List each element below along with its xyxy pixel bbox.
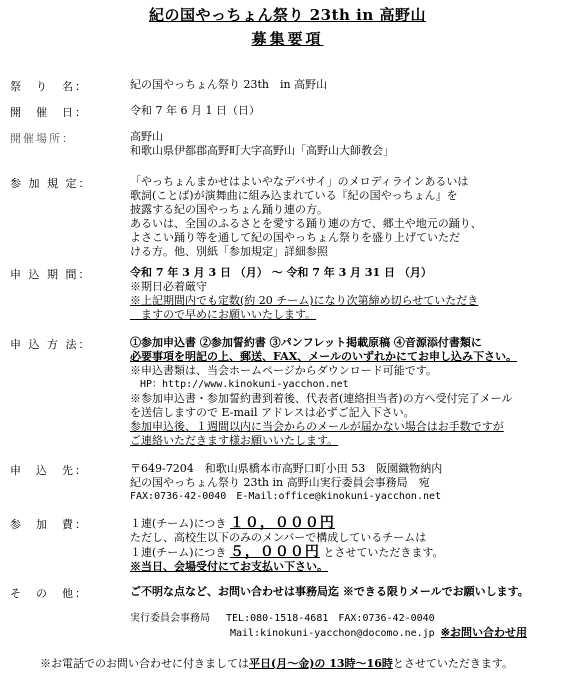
fee-line3-text: １連(チーム)につき: [130, 546, 227, 559]
period-main: 令和 7 年 3 月 3 日 （月） ～ 令和 7 年 3 月 31 日 （月）: [130, 266, 432, 279]
fee-line3-suffix: とさせていただきます。: [323, 546, 444, 559]
fee-line2: ただし、高校生以下のみのメンバーで構成しているチームは: [130, 531, 427, 544]
fee-amount: １０，０００円: [229, 515, 335, 531]
method-line: ※申込書類は、当会ホームページからダウンロード可能です。: [130, 364, 437, 377]
period-label: 申 込 期 間：: [10, 268, 92, 281]
method-line: を送信しますので E-mail アドレスは必ずご記入下さい。: [130, 406, 415, 419]
period-note: ※期日必着厳守: [130, 280, 207, 293]
venue-label: 開催場所：: [10, 132, 75, 145]
footer-text: ※お電話でのお問い合わせに付きましては: [40, 657, 249, 670]
rules-line: よさこい踊り等を通して紀の国やっちょん祭りを盛り上げていただ: [130, 231, 460, 244]
period-note: ※上記期間内でも定数(約 20 チーム)になり次第締め切らせていただき: [130, 294, 479, 307]
document-title: 紀の国やっちょん祭り 23th in 高野山: [149, 6, 426, 24]
rules-line: あるいは、全国のふるさとを愛する踊り連の方で、郷土や地元の踊り、: [130, 217, 482, 230]
festival-name-value: 紀の国やっちょん祭り 23th in 高野山: [130, 78, 328, 91]
rules-line: 披露する紀の国やっちょん踊り連の方。: [130, 203, 328, 216]
method-line: ①参加申込書 ②参加誓約書 ③パンフレット掲載原稿 ④音源添付書類に: [130, 336, 482, 349]
address-line: 〒649-7204 和歌山県橋本市高野口町小田 53 阪園織物納内: [130, 462, 443, 475]
contact-block: [130, 612, 560, 641]
period-note: ますので早めにお願いいたします。: [130, 308, 317, 321]
fee-amount-student: ５，０００円: [229, 544, 320, 560]
rules-label: 参 加 規 定：: [10, 177, 92, 190]
method-line-url: HP：http://www.kinokuni-yacchon.net: [130, 379, 349, 390]
method-line: 参加申込後、１週間以内に当会からのメールが届かない場合はお手数ですが: [130, 420, 504, 433]
other-value: ご不明な点など、お問い合わせは事務局迄 ※できる限りメールでお願いします。: [130, 585, 529, 598]
document-subtitle: 募集要項: [251, 30, 324, 48]
date-value: 令和 7 年 6 月 1 日（日）: [130, 104, 260, 117]
method-label: 申 込 方 法：: [10, 338, 92, 351]
contact-note: ※お問い合わせ用: [440, 626, 527, 639]
rules-line: ける方。他、別紙「参加規定」詳細参照: [130, 245, 328, 258]
fee-label: 参 加 費：: [10, 518, 88, 531]
other-label: そ の 他：: [10, 587, 88, 600]
venue-line: 高野山: [130, 130, 163, 143]
fee-line1-text: １連(チーム)につき: [130, 517, 227, 530]
footer-text-end: とさせていただきます。: [392, 657, 513, 670]
contact-line: 実行委員会事務局 TEL:080-1518-4681 FAX:0736-42-0040: [130, 613, 435, 624]
address-label: 申 込 先：: [10, 464, 88, 477]
rules-line: 歌詞(ことば)が演舞曲に組み込まれている『紀の国やっちょん』を: [130, 189, 458, 202]
date-label: 開 催 日：: [10, 106, 88, 119]
method-line: ※参加申込書・参加誓約書到着後、代表者(連絡担当者)の方へ受付完了メール: [130, 392, 513, 405]
address-line: FAX:0736-42-0040 E-Mail:office@kinokuni-yacchon.net: [130, 491, 442, 502]
venue-line: 和歌山県伊都郡高野町大字高野山「高野山大師教会」: [130, 144, 394, 157]
address-line: 紀の国やっちょん祭り 23th in 高野山実行委員会事務局 宛: [130, 476, 430, 489]
method-line: ご連絡いただきます様お願いいたします。: [130, 434, 339, 447]
rules-line: 「やっちょんまかせはよいやなデバサイ」のメロディラインあるいは: [130, 175, 469, 188]
contact-mail: Mail:kinokuni-yacchon@docomo.ne.jp: [230, 628, 435, 639]
festival-name-label: 祭 り 名：: [10, 80, 88, 93]
method-line: 必要事項を明記の上、郵送、FAX、メールのいずれかにてお申し込み下さい。: [130, 350, 518, 363]
footer-hours: 平日(月～金)の 13時～16時: [249, 657, 393, 670]
footer-note: [40, 655, 513, 671]
fee-line4: ※当日、会場受付にてお支払い下さい。: [130, 560, 328, 573]
